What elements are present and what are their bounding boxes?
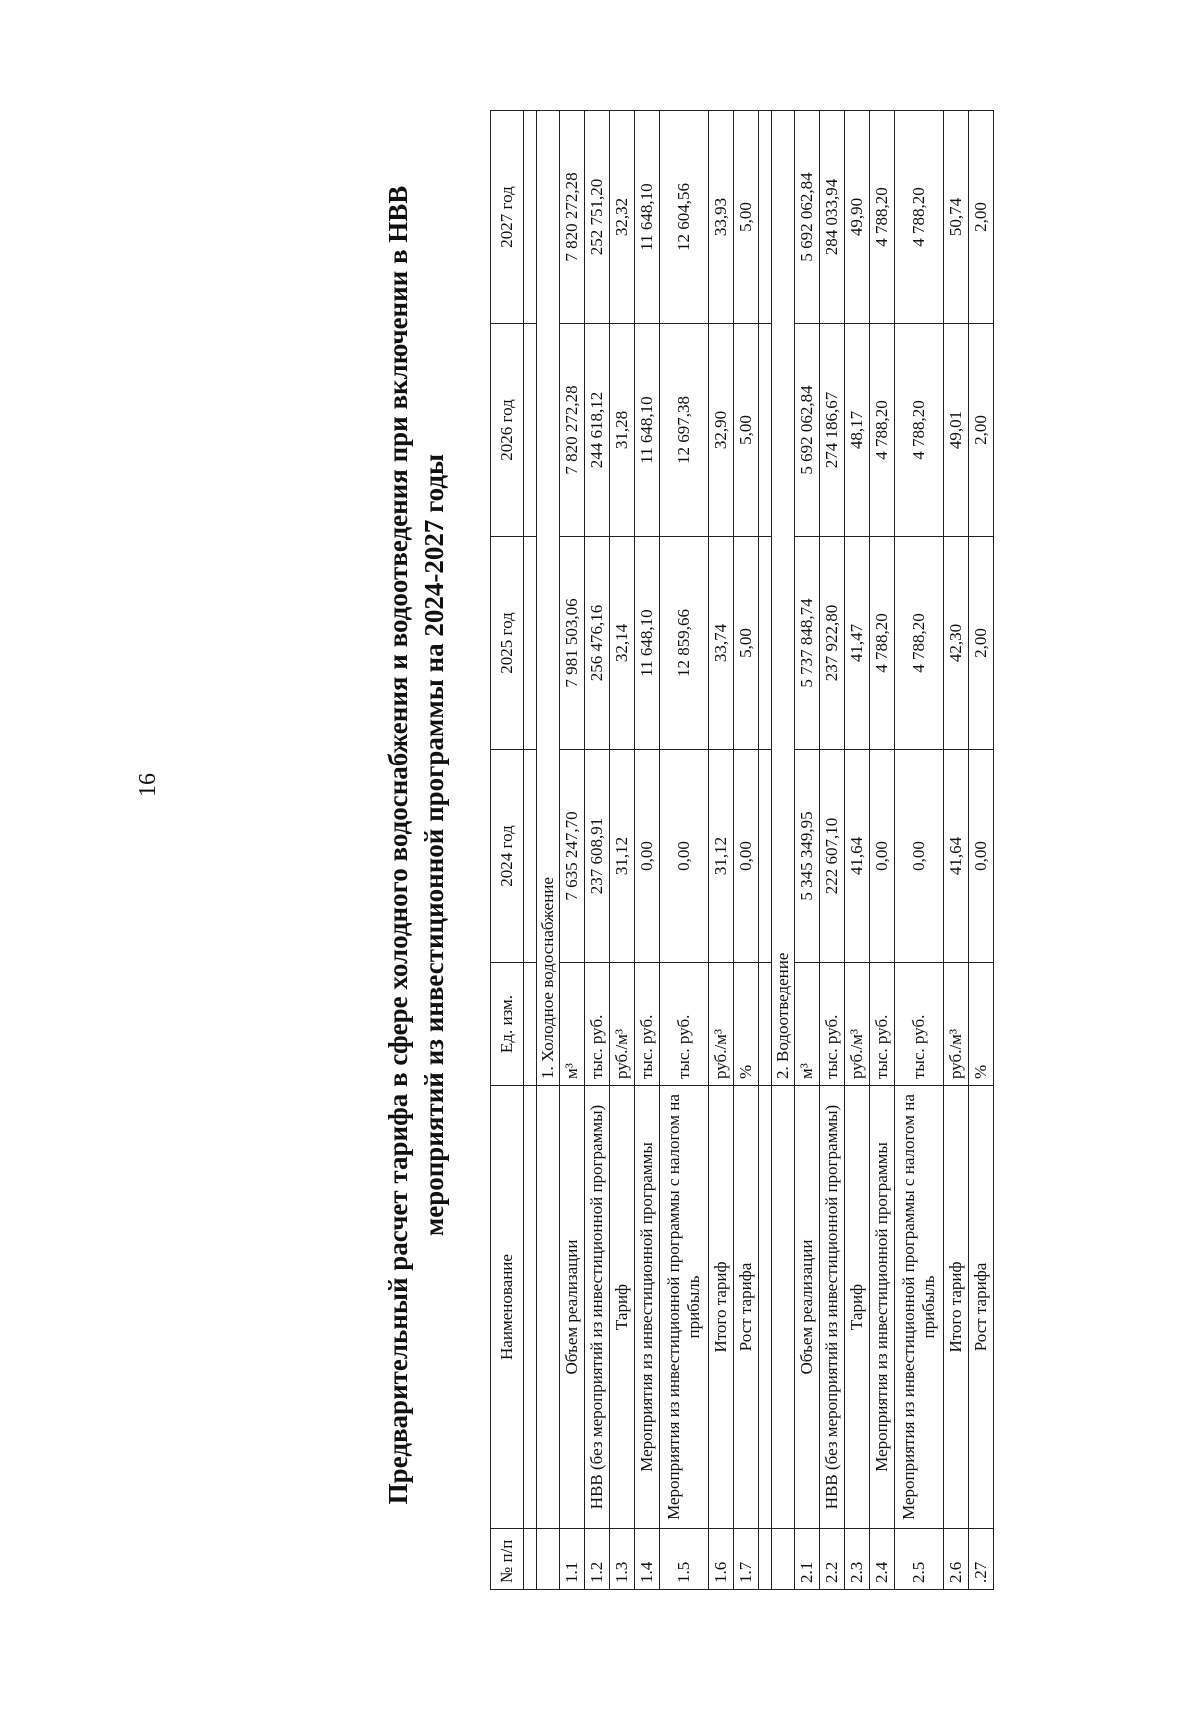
- row-value-2027: 284 033,94: [820, 111, 845, 324]
- row-value-2025: 256 476,16: [585, 537, 610, 750]
- document-title: [380, 85, 452, 1605]
- row-num-cell: .27: [969, 1529, 994, 1590]
- page-number: 16: [135, 773, 161, 797]
- row-value-2024: 0,00: [734, 750, 759, 963]
- spacer-row: [524, 111, 537, 1590]
- row-value-2025: 33,74: [709, 537, 734, 750]
- row-value-2025: 2,00: [969, 537, 994, 750]
- row-value-2027: 5 692 062,84: [795, 111, 820, 324]
- row-num-cell: 2.4: [870, 1529, 895, 1590]
- row-value-2027: 252 751,20: [585, 111, 610, 324]
- row-value-2026: 11 648,10: [635, 324, 660, 537]
- table-row: [944, 111, 969, 1590]
- row-name-cell: Мероприятия из инвестиционной программы: [870, 1086, 895, 1529]
- row-name-cell: НВВ (без мероприятий из инвестиционной программы): [820, 1086, 845, 1529]
- row-unit-cell: %: [969, 963, 994, 1086]
- row-value-2026: 49,01: [944, 324, 969, 537]
- row-value-2024: 31,12: [709, 750, 734, 963]
- row-value-2027: 50,74: [944, 111, 969, 324]
- row-name-cell: Тариф: [845, 1086, 870, 1529]
- row-value-2025: 5,00: [734, 537, 759, 750]
- row-name-cell: Мероприятия из инвестиционной программы с налогом на прибыль: [895, 1086, 944, 1529]
- row-value-2025: 237 922,80: [820, 537, 845, 750]
- section-row-2: [772, 111, 795, 1590]
- table-row: [709, 111, 734, 1590]
- row-unit-cell: тыс. руб.: [585, 963, 610, 1086]
- title-line-1: Предварительный расчет тарифа в сфере холодного водоснабжения и водоотведения при включении в НВВ: [383, 185, 413, 1505]
- row-unit-cell: тыс. руб.: [635, 963, 660, 1086]
- header-num: № п/п: [491, 1529, 524, 1590]
- header-2024: 2024 год: [491, 750, 524, 963]
- row-num-cell: 2.2: [820, 1529, 845, 1590]
- row-name-cell: Мероприятия из инвестиционной программы с налогом на прибыль: [660, 1086, 709, 1529]
- row-value-2024: 0,00: [635, 750, 660, 963]
- row-num-cell: 1.6: [709, 1529, 734, 1590]
- tariff-table-wrap: [490, 110, 994, 1590]
- row-value-2026: 4 788,20: [870, 324, 895, 537]
- row-value-2025: 41,47: [845, 537, 870, 750]
- row-value-2024: 222 607,10: [820, 750, 845, 963]
- section-row-1: [537, 111, 560, 1590]
- table-row: [820, 111, 845, 1590]
- row-value-2027: 33,93: [709, 111, 734, 324]
- row-value-2027: 5,00: [734, 111, 759, 324]
- row-value-2026: 274 186,67: [820, 324, 845, 537]
- row-name-cell: НВВ (без мероприятий из инвестиционной программы): [585, 1086, 610, 1529]
- table-row: [845, 111, 870, 1590]
- header-2027: 2027 год: [491, 111, 524, 324]
- row-unit-cell: руб./м³: [709, 963, 734, 1086]
- row-num-cell: 1.3: [610, 1529, 635, 1590]
- row-value-2027: 4 788,20: [870, 111, 895, 324]
- row-value-2026: 244 618,12: [585, 324, 610, 537]
- row-value-2024: 5 345 349,95: [795, 750, 820, 963]
- row-value-2025: 5 737 848,74: [795, 537, 820, 750]
- row-value-2024: 237 608,91: [585, 750, 610, 963]
- row-value-2026: 32,90: [709, 324, 734, 537]
- row-unit-cell: руб./м³: [944, 963, 969, 1086]
- row-name-cell: Рост тарифа: [969, 1086, 994, 1529]
- row-unit-cell: тыс. руб.: [870, 963, 895, 1086]
- row-value-2026: 12 697,38: [660, 324, 709, 537]
- row-unit-cell: руб./м³: [610, 963, 635, 1086]
- row-unit-cell: м³: [795, 963, 820, 1086]
- row-num-cell: 1.4: [635, 1529, 660, 1590]
- row-value-2024: 41,64: [944, 750, 969, 963]
- row-unit-cell: м³: [560, 963, 585, 1086]
- row-value-2025: 4 788,20: [895, 537, 944, 750]
- section-title-sewerage: 2. Водоотведение: [772, 111, 795, 1086]
- row-value-2027: 32,32: [610, 111, 635, 324]
- row-value-2025: 32,14: [610, 537, 635, 750]
- row-value-2027: 12 604,56: [660, 111, 709, 324]
- row-value-2026: 2,00: [969, 324, 994, 537]
- tariff-table: [490, 110, 994, 1590]
- title-line-2: мероприятий из инвестиционной программы на 2024-2027 годы: [419, 453, 449, 1237]
- row-value-2024: 7 635 247,70: [560, 750, 585, 963]
- row-value-2025: 12 859,66: [660, 537, 709, 750]
- row-name-cell: Рост тарифа: [734, 1086, 759, 1529]
- row-value-2026: 4 788,20: [895, 324, 944, 537]
- row-value-2025: 42,30: [944, 537, 969, 750]
- row-unit-cell: руб./м³: [845, 963, 870, 1086]
- row-value-2025: 7 981 503,06: [560, 537, 585, 750]
- row-name-cell: Итого тариф: [709, 1086, 734, 1529]
- table-row: [870, 111, 895, 1590]
- row-value-2026: 48,17: [845, 324, 870, 537]
- table-header-row: [491, 111, 524, 1590]
- row-value-2025: 4 788,20: [870, 537, 895, 750]
- row-value-2027: 2,00: [969, 111, 994, 324]
- row-value-2024: 41,64: [845, 750, 870, 963]
- row-num-cell: 2.6: [944, 1529, 969, 1590]
- row-name-cell: Тариф: [610, 1086, 635, 1529]
- row-value-2024: 0,00: [969, 750, 994, 963]
- row-value-2027: 7 820 272,28: [560, 111, 585, 324]
- row-num-cell: 2.5: [895, 1529, 944, 1590]
- table-row: [585, 111, 610, 1590]
- table-body: [524, 111, 994, 1590]
- row-value-2024: 0,00: [895, 750, 944, 963]
- row-num-cell: 2.3: [845, 1529, 870, 1590]
- row-value-2027: 4 788,20: [895, 111, 944, 324]
- row-value-2024: 31,12: [610, 750, 635, 963]
- section-title-cold-water: 1. Холодное водоснабжение: [537, 111, 560, 1086]
- row-num-cell: 1.2: [585, 1529, 610, 1590]
- rotated-content: [380, 5, 1030, 1725]
- row-value-2026: 7 820 272,28: [560, 324, 585, 537]
- table-row: [635, 111, 660, 1590]
- row-value-2027: 49,90: [845, 111, 870, 324]
- table-row: [560, 111, 585, 1590]
- spacer-row: [759, 111, 772, 1590]
- header-2025: 2025 год: [491, 537, 524, 750]
- row-unit-cell: %: [734, 963, 759, 1086]
- row-value-2025: 11 648,10: [635, 537, 660, 750]
- table-row: [895, 111, 944, 1590]
- row-name-cell: Мероприятия из инвестиционной программы: [635, 1086, 660, 1529]
- row-value-2026: 31,28: [610, 324, 635, 537]
- table-row: [610, 111, 635, 1590]
- row-unit-cell: тыс. руб.: [820, 963, 845, 1086]
- row-unit-cell: тыс. руб.: [895, 963, 944, 1086]
- table-row: [734, 111, 759, 1590]
- row-unit-cell: тыс. руб.: [660, 963, 709, 1086]
- row-name-cell: Объем реализации: [560, 1086, 585, 1529]
- row-num-cell: 1.1: [560, 1529, 585, 1590]
- row-value-2024: 0,00: [870, 750, 895, 963]
- row-name-cell: Объем реализации: [795, 1086, 820, 1529]
- row-name-cell: Итого тариф: [944, 1086, 969, 1529]
- row-value-2026: 5 692 062,84: [795, 324, 820, 537]
- table-row: [660, 111, 709, 1590]
- table-row: [969, 111, 994, 1590]
- header-unit: Ед. изм.: [491, 963, 524, 1086]
- row-value-2024: 0,00: [660, 750, 709, 963]
- row-value-2026: 5,00: [734, 324, 759, 537]
- table-row: [795, 111, 820, 1590]
- row-num-cell: 2.1: [795, 1529, 820, 1590]
- row-value-2027: 11 648,10: [635, 111, 660, 324]
- header-name: Наименование: [491, 1086, 524, 1529]
- row-num-cell: 1.5: [660, 1529, 709, 1590]
- row-num-cell: 1.7: [734, 1529, 759, 1590]
- header-2026: 2026 год: [491, 324, 524, 537]
